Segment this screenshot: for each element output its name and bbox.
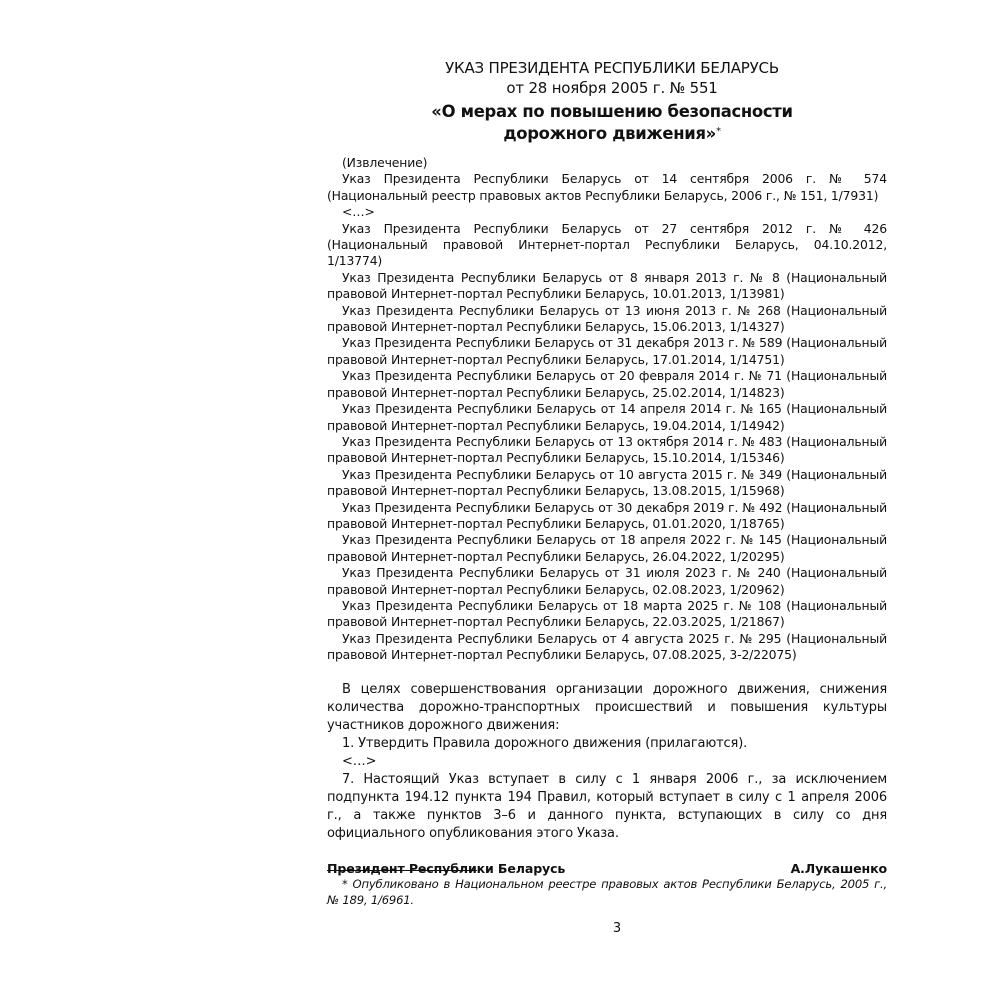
amendment-item: Указ Президента Республики Беларусь от 14 апреля 2014 г. № 165 (Национальный правовой Интернет-портал Республики Беларусь, 19.04.2014, 1/14942) [327,401,887,433]
signatory-name: А.Лукашенко [790,860,887,876]
footnote: * Опубликовано в Национальном реестре правовых актов Республики Беларусь, 2005 г., № 189, 1/6961. [327,877,887,908]
decree-date-line: от 28 ноября 2005 г. № 551 [506,79,718,97]
amendment-item: Указ Президента Республики Беларусь от 31 июля 2023 г. № 240 (Национальный правовой Интернет-портал Республики Беларусь, 02.08.2023, 1/20962) [327,565,887,597]
amendment-omission: <…> [342,204,375,220]
amendment-item: Указ Президента Республики Беларусь от 14 сентября 2006 г. № 574 (Национальный реестр правовых актов Республики Беларусь, 2006 г., № 151, 1/7931) [327,171,887,203]
decree-heading [337,58,887,98]
signatory-position: Президент Республики Беларусь [327,860,566,876]
footnote-divider [327,870,477,871]
page-number: 3 [612,921,622,936]
amendment-item: Указ Президента Республики Беларусь от 30 декабря 2019 г. № 492 (Национальный правовой Интернет-портал Республики Беларусь, 01.01.2020, 1/18765) [327,499,887,531]
item-1-paragraph: 1. Утвердить Правила дорожного движения (прилагаются). [342,735,748,751]
document-body [327,155,887,877]
amendment-item: Указ Президента Республики Беларусь от 20 февраля 2014 г. № 71 (Национальный правовой Интернет-портал Республики Беларусь, 25.02.2014, 1/14823) [327,368,887,400]
amendment-item: Указ Президента Республики Беларусь от 8 января 2013 г. № 8 (Национальный правовой Интернет-портал Республики Беларусь, 10.01.2013, 1/13981) [327,269,887,302]
amendment-item: Указ Президента Республики Беларусь от 13 октября 2014 г. № 483 (Национальный правовой Интернет-портал Республики Беларусь, 15.10.2014, 1/15346) [327,433,887,466]
amendment-item: Указ Президента Республики Беларусь от 4 августа 2025 г. № 295 (Национальный правовой Интернет-портал Республики Беларусь, 07.08.2025, 3-2/22075) [327,630,887,663]
amendment-item: Указ Президента Республики Беларусь от 31 декабря 2013 г. № 589 (Национальный правовой Интернет-портал Республики Беларусь, 17.01.2014, 1/14751) [327,335,887,367]
preamble-paragraph: В целях совершенствования организации дорожного движения, снижения количества дорожно-транспортных происшествий и повышения культуры участников дорожного движения: [327,681,887,733]
item-7-paragraph: 7. Настоящий Указ вступает в силу с 1 января 2006 г., за исключением подпункта 194.12 пункта 194 Правил, который вступает в силу с 1 апреля 2006 г., а также пунктов 3–6 и данного пункта, вступающих в силу со дня официального опубликования этого Указа. [327,771,887,841]
omission-mark: <…> [342,753,377,769]
amendment-item: Указ Президента Республики Беларусь от 18 апреля 2022 г. № 145 (Национальный правовой Интернет-портал Республики Беларусь, 26.04.2022, 1/20295) [327,532,887,564]
document-page [327,58,887,958]
signature-block [327,860,887,877]
amendment-item: Указ Президента Республики Беларусь от 13 июня 2013 г. № 268 (Национальный правовой Интернет-портал Республики Беларусь, 15.06.2013, 1/14327) [327,302,887,335]
extract-label: (Извлечение) [342,155,428,170]
amendment-item: Указ Президента Республики Беларусь от 27 сентября 2012 г. № 426 (Национальный правовой Интернет-портал Республики Беларусь, 04.10.2012, 1/13774) [327,220,887,269]
decree-title-line2: дорожного движения» [503,124,716,143]
decree-heading-line1: УКАЗ ПРЕЗИДЕНТА РЕСПУБЛИКИ БЕЛАРУСЬ [445,59,779,77]
footnote-mark: * [715,126,721,137]
amendment-item: Указ Президента Республики Беларусь от 10 августа 2015 г. № 349 (Национальный правовой Интернет-портал Республики Беларусь, 13.08.2015, 1/15968) [327,466,887,499]
decree-title [337,101,887,145]
amendment-item: Указ Президента Республики Беларусь от 18 марта 2025 г. № 108 (Национальный правовой Интернет-портал Республики Беларусь, 22.03.2025, 1/21867) [327,597,887,630]
decree-title-line1: «О мерах по повышению безопасности [431,102,793,121]
